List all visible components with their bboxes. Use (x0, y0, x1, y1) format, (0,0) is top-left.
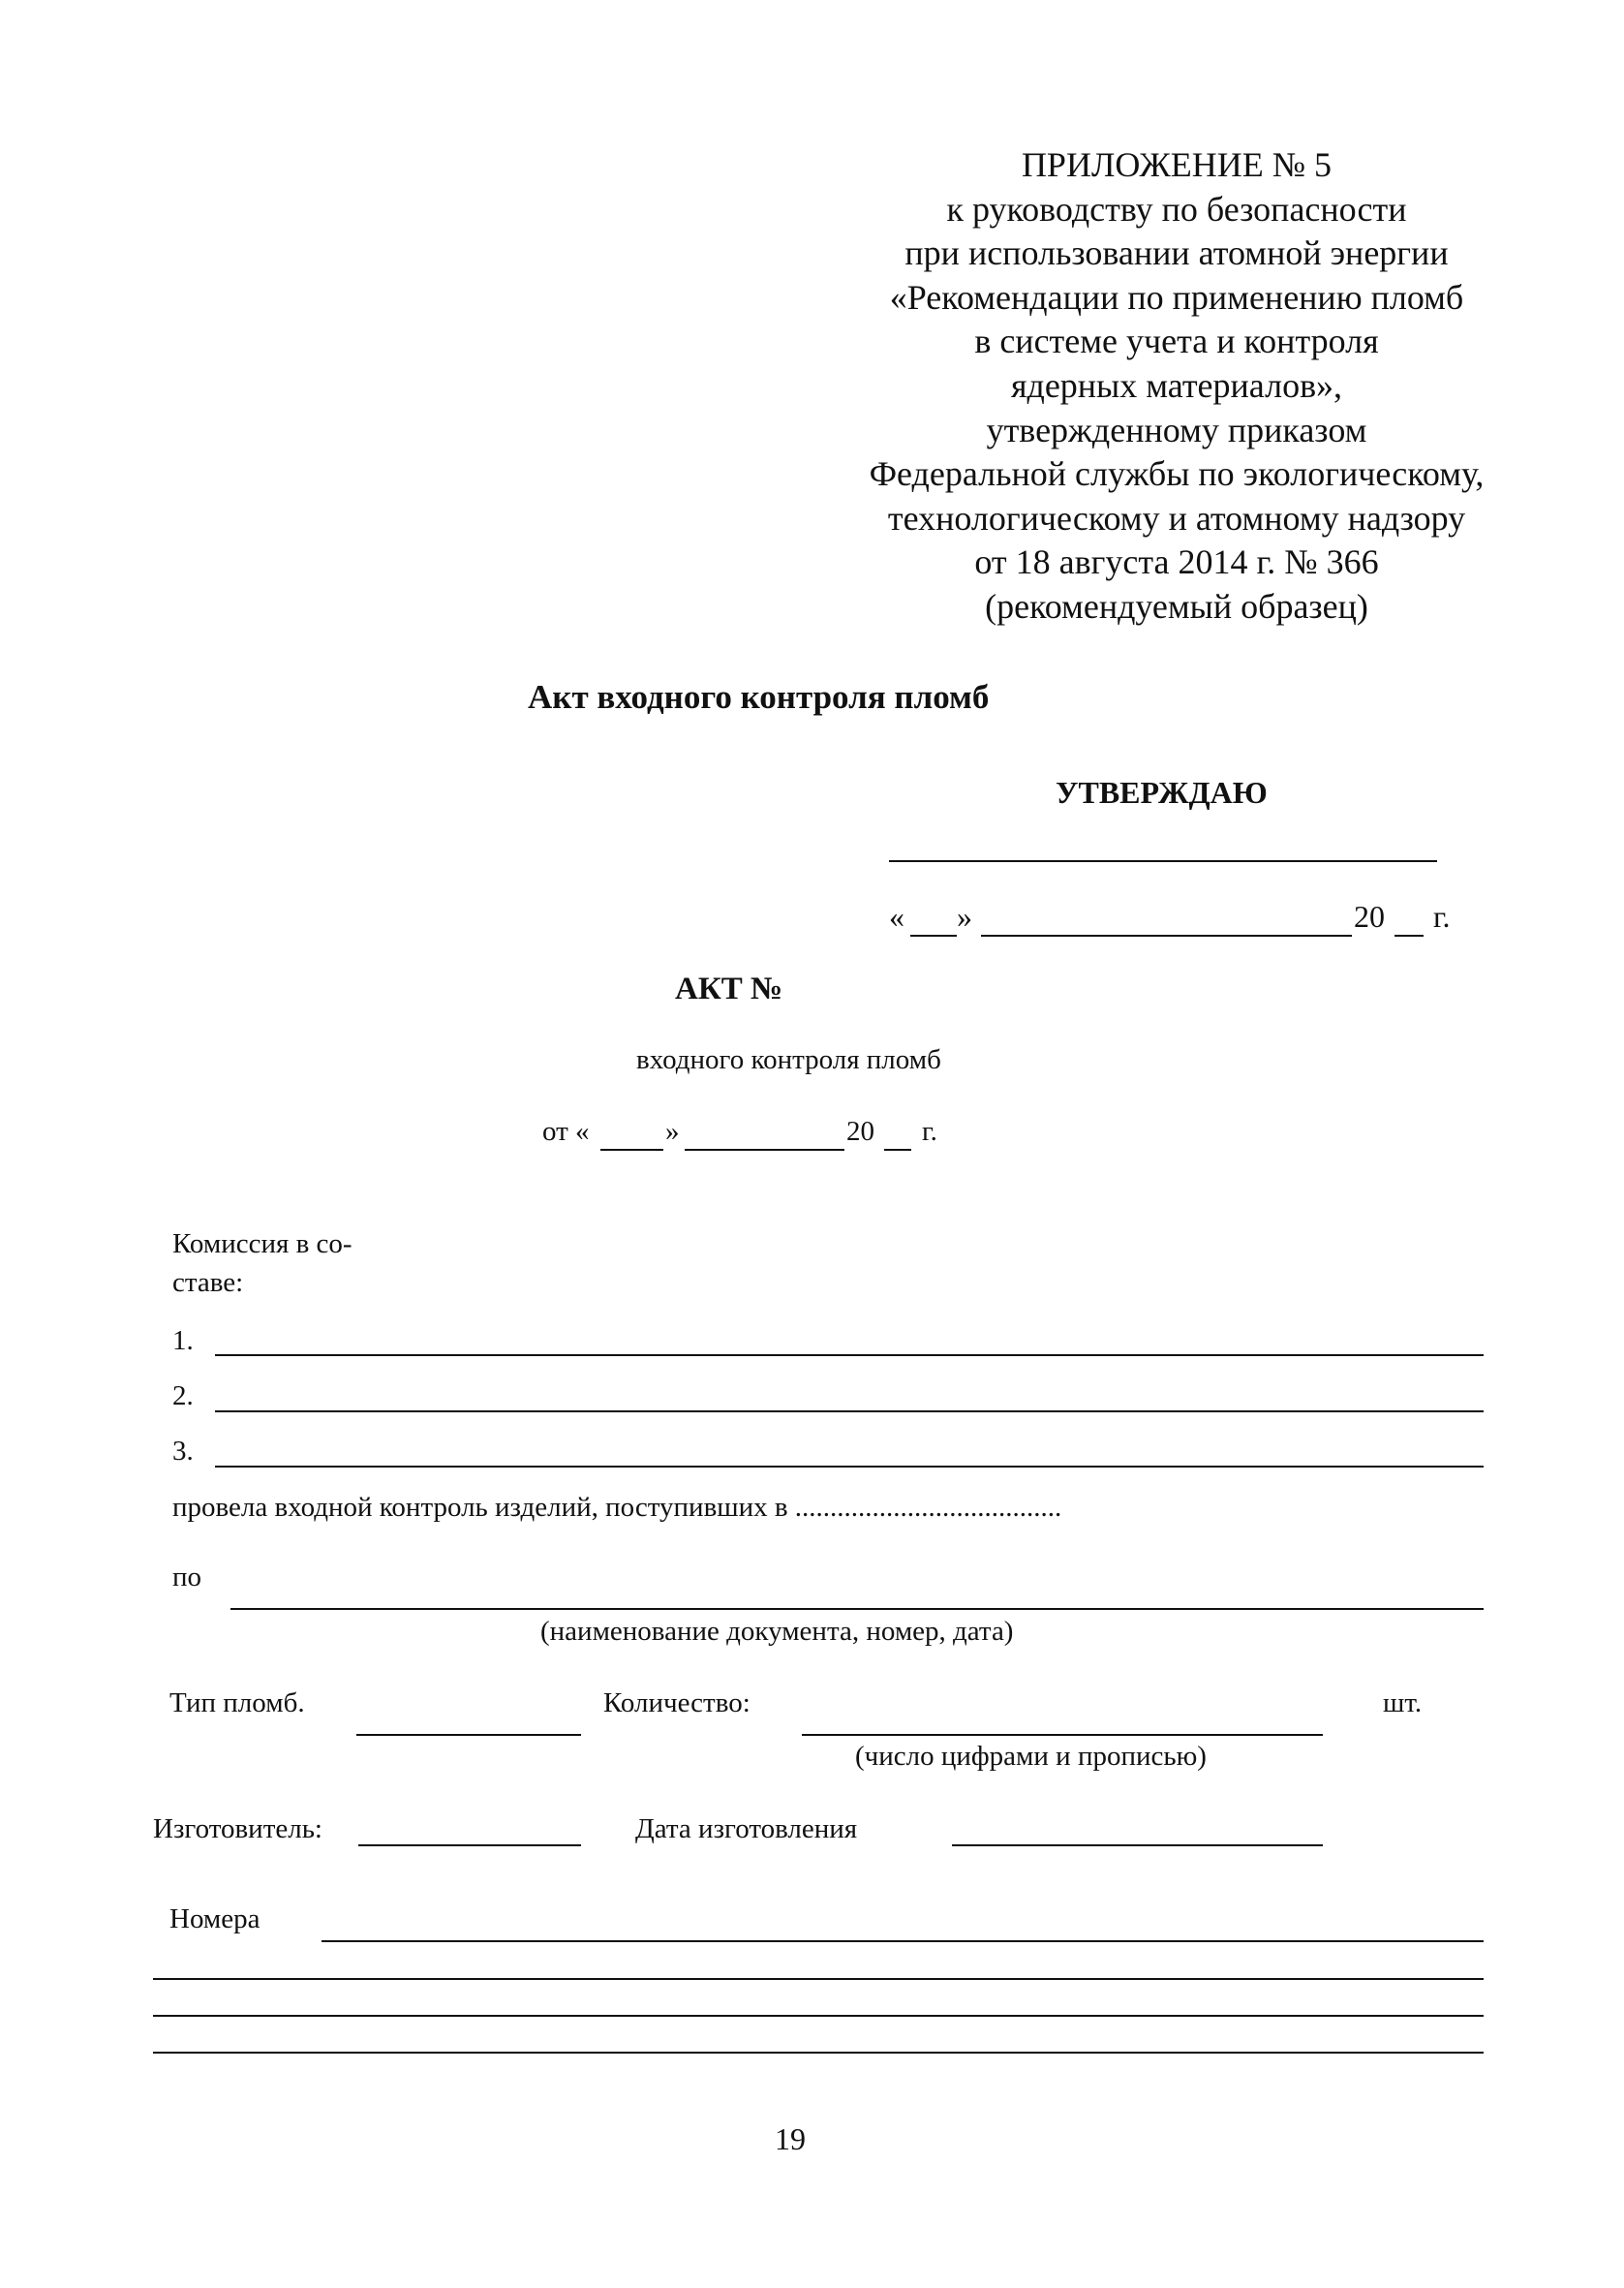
appendix-line: (рекомендуемый образец) (985, 586, 1368, 626)
document-line[interactable] (230, 1608, 1484, 1610)
quantity-unit: шт. (1383, 1687, 1423, 1718)
act-date-prefix: от « (542, 1116, 590, 1147)
manufacture-date-label: Дата изготовления (635, 1813, 858, 1844)
document-caption: (наименование документа, номер, дата) (540, 1616, 1014, 1647)
control-text: провела входной контроль изделий, поступивших в ...................................... (172, 1492, 1062, 1523)
act-year-suffix: г. (922, 1116, 937, 1147)
appendix-line: при использовании атомной энергии (904, 233, 1449, 273)
quantity-caption: (число цифрами и прописью) (855, 1741, 1207, 1772)
quantity-label: Количество: (603, 1687, 751, 1718)
act-month-line[interactable] (685, 1149, 844, 1151)
numbers-line-4[interactable] (153, 2052, 1484, 2054)
act-day-line[interactable] (600, 1149, 663, 1151)
approve-date-open: « (889, 899, 904, 934)
approve-day-line[interactable] (910, 935, 957, 937)
appendix-line: ядерных материалов», (1010, 365, 1343, 405)
approve-year-prefix: 20 (1354, 899, 1385, 934)
approve-label: УТВЕРЖДАЮ (1056, 775, 1268, 810)
appendix-line: в системе учета и контроля (974, 322, 1379, 361)
commission-label-cont: ставе: (172, 1267, 244, 1298)
appendix-line: Федеральной службы по экологическому, (869, 454, 1485, 494)
member-number: 2. (172, 1380, 194, 1411)
approve-date-close: » (957, 899, 972, 934)
appendix-line: «Рекомендации по применению пломб (889, 277, 1464, 317)
seal-type-label: Тип пломб. (169, 1687, 305, 1718)
by-label: по (172, 1561, 202, 1592)
manufacture-date-line[interactable] (952, 1844, 1323, 1846)
appendix-header (804, 143, 1549, 630)
member-number: 1. (172, 1325, 194, 1356)
member-line-2[interactable] (215, 1410, 1484, 1412)
act-subtitle: входного контроля пломб (636, 1044, 941, 1075)
page-number: 19 (775, 2121, 806, 2156)
approve-month-line[interactable] (981, 935, 1352, 937)
numbers-label: Номера (169, 1903, 260, 1934)
act-date-close: » (665, 1116, 680, 1147)
commission-label: Комиссия в со- (172, 1228, 352, 1259)
form-title: Акт входного контроля пломб (528, 678, 990, 716)
appendix-line: ПРИЛОЖЕНИЕ № 5 (1021, 145, 1333, 184)
numbers-line-1[interactable] (322, 1940, 1484, 1942)
appendix-line: утвержденному приказом (986, 410, 1367, 449)
approve-year-suffix: г. (1433, 899, 1451, 934)
appendix-line: от 18 августа 2014 г. № 366 (974, 542, 1379, 582)
act-year-line[interactable] (884, 1149, 911, 1151)
numbers-line-2[interactable] (153, 1978, 1484, 1980)
act-number-label: АКТ № (675, 972, 783, 1006)
manufacturer-line[interactable] (358, 1844, 581, 1846)
quantity-line[interactable] (802, 1734, 1323, 1736)
approver-signature-line[interactable] (889, 860, 1437, 862)
member-line-3[interactable] (215, 1466, 1484, 1468)
appendix-line: к руководству по безопасности (946, 189, 1407, 229)
appendix-line: технологическому и атомному надзору (887, 498, 1466, 538)
manufacturer-label: Изготовитель: (153, 1813, 322, 1844)
numbers-line-3[interactable] (153, 2015, 1484, 2017)
seal-type-line[interactable] (356, 1734, 581, 1736)
act-year-prefix: 20 (846, 1116, 874, 1147)
member-line-1[interactable] (215, 1354, 1484, 1356)
approve-year-line[interactable] (1394, 935, 1424, 937)
member-number: 3. (172, 1436, 194, 1467)
